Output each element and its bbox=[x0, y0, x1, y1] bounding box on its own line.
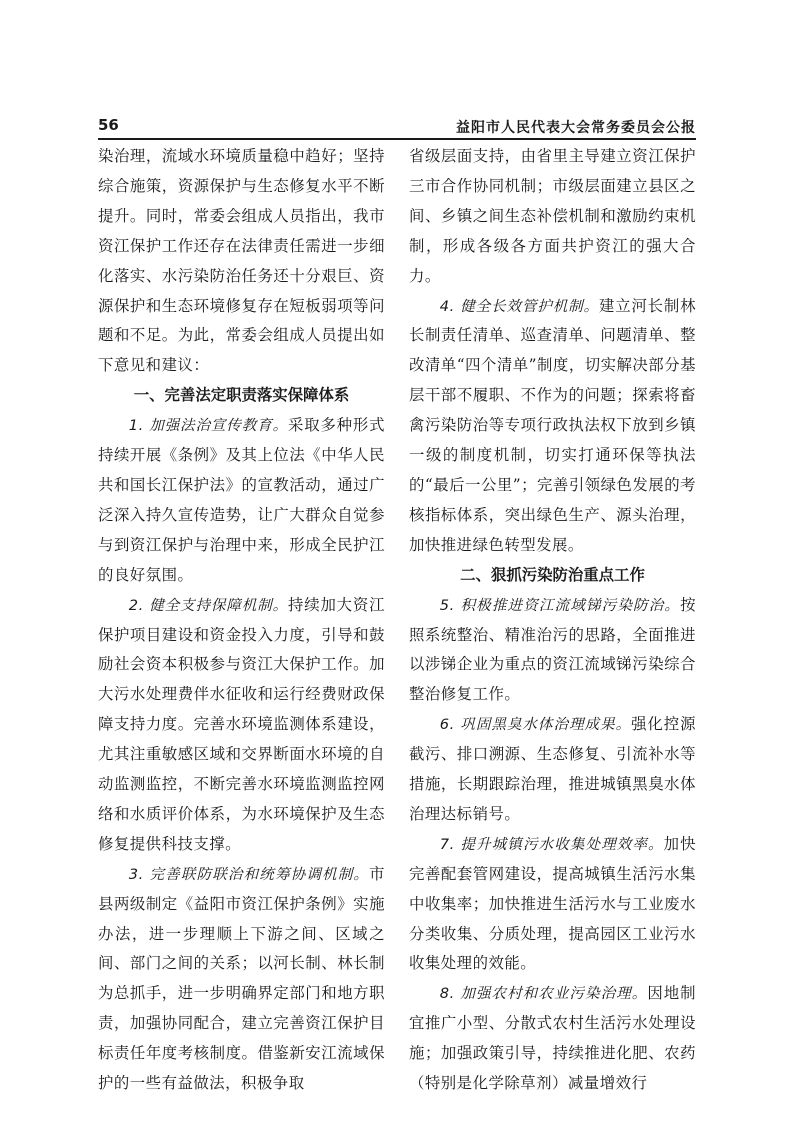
section-heading-2: 二、狠抓污染防治重点工作 bbox=[460, 565, 645, 584]
item-6-title: 6. 巩固黑臭水体治理成果。 bbox=[439, 716, 632, 734]
item-4-text: 建立河长制林长制责任清单、巡查清单、问题清单、整改清单“四个清单”制度，切实解决部分基层干部不履职、不作为的问题；探索将畜禽污染防治等专项行政执法权下放到乡镇一级的制度机制，切实打通环保等执法的“最后一公里”；完善引领绿色发展的考核指标体系，突出绿色生产、源头治理，加快推进绿色转型发展。 bbox=[409, 296, 696, 554]
intro-paragraph: 染治理，流域水环境质量稳中趋好；坚持综合施策，资源保护与生态修复水平不断提升。同时，常委会组成人员指出，我市资江保护工作还存在法律责任需进一步细化落实、水污染防治任务还十分艰巨、资源保护和生态环境修复存在短板弱项等问题和不足。为此，常委会组成人员提出如下意见和建议： bbox=[98, 147, 385, 375]
item-8-title: 8. 加强农村和农业污染治理。 bbox=[439, 985, 648, 1003]
item-5-text: 按照系统整治、精准治污的思路，全面推进以涉锑企业为重点的资江流域锑污染综合整治修复工作。 bbox=[409, 595, 696, 704]
paragraph-item-4 bbox=[409, 292, 696, 561]
left-column bbox=[98, 142, 385, 1099]
paragraph-item-7 bbox=[409, 830, 696, 980]
item-6-text: 强化控源截污、排口溯源、生态修复、引流补水等措施，长期跟踪治理，推进城镇黑臭水体治理达标销号。 bbox=[409, 715, 696, 823]
item-5-title: 5. 积极推进资江流域锑污染防治。 bbox=[439, 596, 681, 614]
page-number: 56 bbox=[98, 116, 119, 134]
item-7-title: 7. 提升城镇污水收集处理效率。 bbox=[439, 835, 664, 853]
page-header bbox=[98, 116, 696, 140]
journal-title: 益阳市人民代表大会常务委员会公报 bbox=[456, 120, 696, 136]
paragraph-item-2 bbox=[98, 591, 385, 860]
item-2-title: 2. 健全支持保障机制。 bbox=[128, 596, 288, 614]
paragraph-item-6 bbox=[409, 710, 696, 830]
item-3-title: 3. 完善联防联治和统筹协调机制。 bbox=[128, 865, 370, 883]
item-8-text: 因地制宜推广小型、分散式农村生活污水处理设施；加强政策引导，持续推进化肥、农药（特别是化学除草剂）减量增效行 bbox=[409, 984, 696, 1093]
item-7-text: 加快完善配套管网建设，提高城镇生活污水集中收集率；加快推进生活污水与工业废水分类收集、分质处理，提高园区工业污水收集处理的效能。 bbox=[409, 834, 696, 973]
item-1-title: 1. 加强法治宣传教育。 bbox=[128, 417, 288, 435]
right-column bbox=[409, 142, 696, 1099]
paragraph-item-3 bbox=[98, 860, 385, 1099]
paragraph-item-5 bbox=[409, 591, 696, 711]
section-heading-1: 一、完善法定职责落实保障体系 bbox=[133, 386, 350, 405]
paragraph-item-8 bbox=[409, 979, 696, 1099]
item-2-text: 持续加大资江保护项目建设和资金投入力度，引导和鼓励社会资本积极参与资江大保护工作。加大污水处理费伴水征收和运行经费财政保障支持力度。完善水环境监测体系建设，尤其注重敏感区域和交界断面水环境的自动监测监控，不断完善水环境监测监控网络和水质评价体系，为水环境保护及生态修复提供科技支撑。 bbox=[98, 595, 385, 853]
item-1-text: 采取多种形式持续开展《条例》及其上位法《中华人民共和国长江保护法》的宣教活动，通过广泛深入持久宣传造势，让广大群众自觉参与到资江保护与治理中来，形成全民护江的良好氛围。 bbox=[98, 416, 385, 584]
item-4-title: 4. 健全长效管护机制。 bbox=[439, 297, 599, 315]
continued-paragraph: 省级层面支持，由省里主导建立资江保护三市合作协同机制；市级层面建立县区之间、乡镇之间生态补偿机制和激励约束机制，形成各级各方面共护资江的强大合力。 bbox=[409, 147, 696, 285]
paragraph-item-1 bbox=[98, 411, 385, 590]
item-3-text: 市县两级制定《益阳市资江保护条例》实施办法，进一步理顺上下游之间、区域之间、部门之间的关系；以河长制、林长制为总抓手，进一步明确界定部门和地方职责，加强协同配合，建立完善资江保护目标责任年度考核制度。借鉴新安江流域保护的一些有益做法，积极争取 bbox=[98, 864, 385, 1093]
